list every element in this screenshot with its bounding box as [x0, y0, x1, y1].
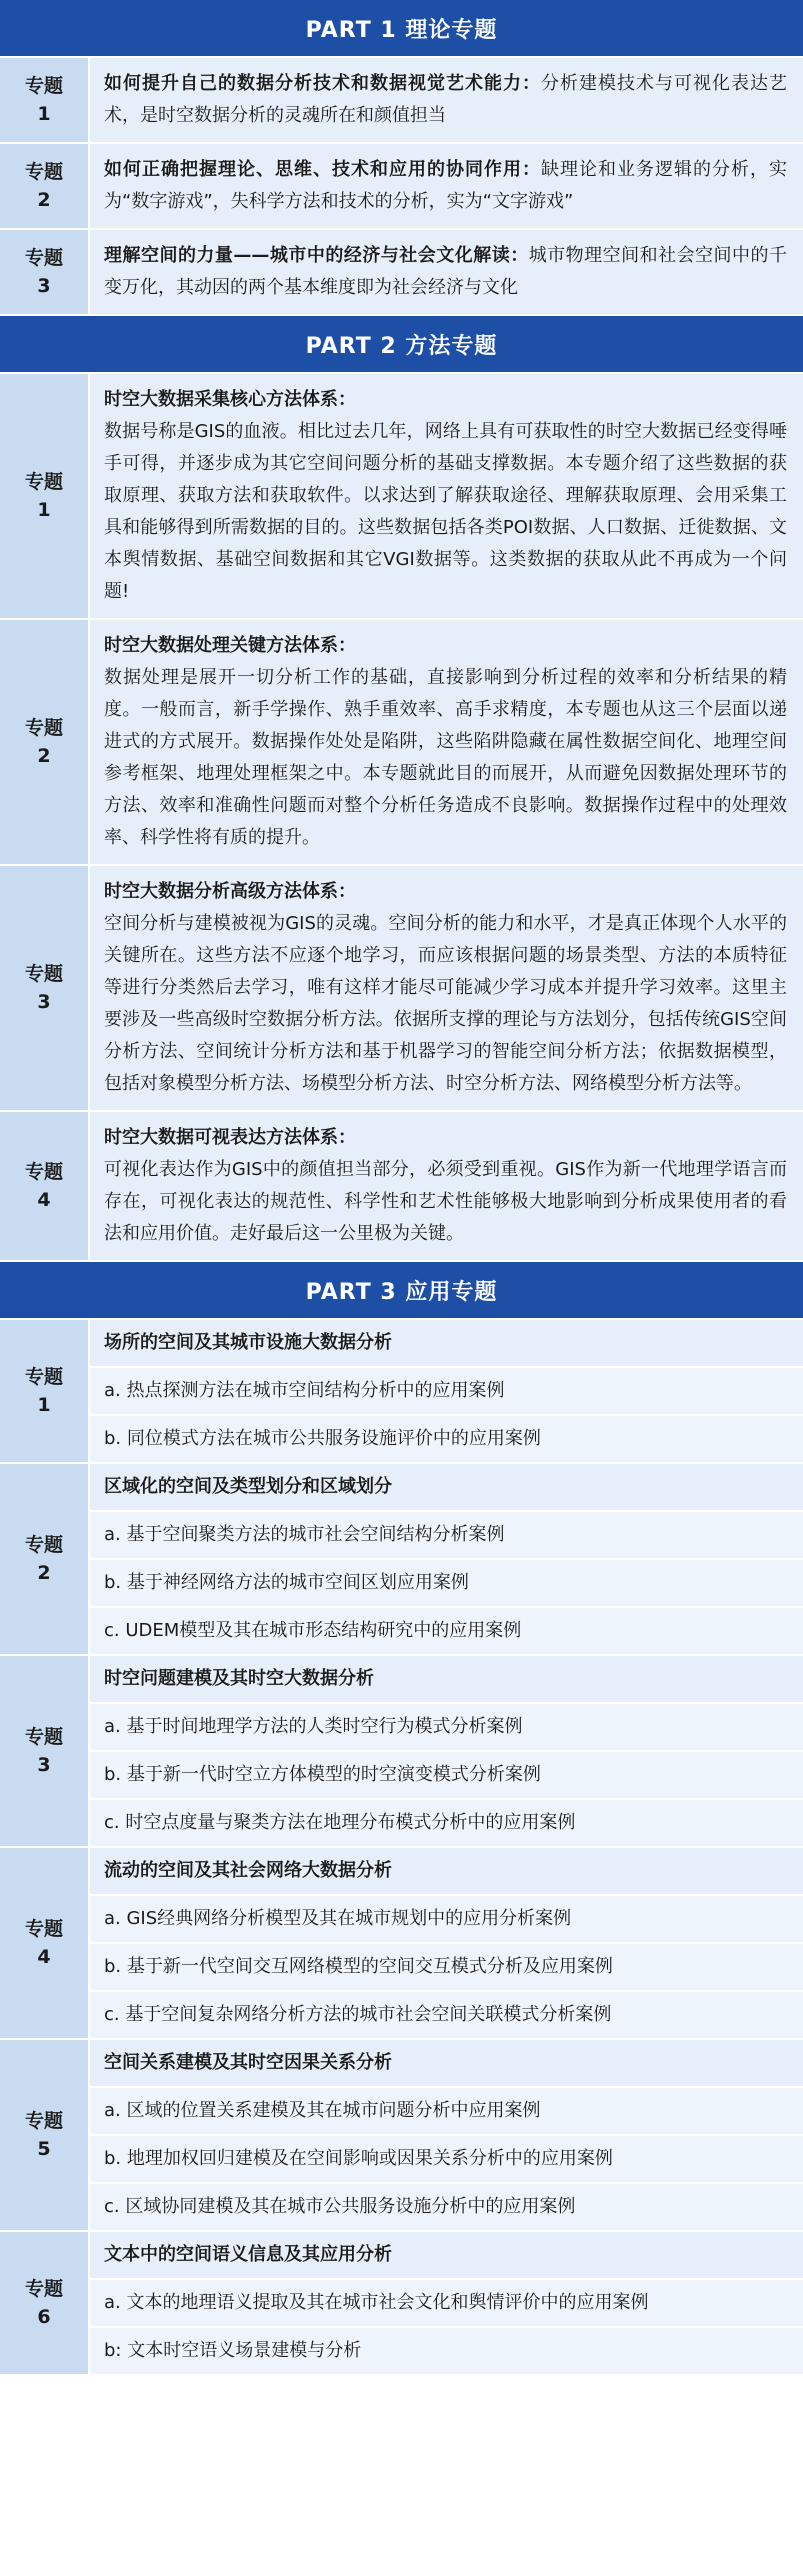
topic-content: [90, 58, 803, 142]
part1-topic-row: [0, 58, 803, 144]
part2-topic-row: [0, 374, 803, 620]
part1-topic-row: [0, 144, 803, 230]
case-item: b. 地理加权回归建模及在空间影响或因果关系分析中的应用案例: [90, 2136, 803, 2184]
topic-label: [0, 866, 90, 1110]
topic-label-number: 3: [37, 275, 51, 297]
topic-title: 时空问题建模及其时空大数据分析: [90, 1656, 803, 1704]
topic-label-number: 2: [37, 1562, 51, 1584]
topic-label-number: 5: [37, 2138, 51, 2160]
topic-body: [90, 1656, 803, 1846]
topic-label-number: 2: [37, 745, 51, 767]
topic-description: 分析建模技术与可视化表达艺术，是时空数据分析的灵魂所在和颜值担当: [104, 73, 787, 126]
case-item: b. 同位模式方法在城市公共服务设施评价中的应用案例: [90, 1416, 803, 1462]
part3-topic-row: [0, 1848, 803, 2040]
topic-title: 如何提升自己的数据分析技术和数据视觉艺术能力：: [104, 73, 541, 94]
case-item: b. 基于新一代时空立方体模型的时空演变模式分析案例: [90, 1752, 803, 1800]
topic-title: 区域化的空间及类型划分和区域划分: [90, 1464, 803, 1512]
case-item: a. GIS经典网络分析模型及其在城市规划中的应用分析案例: [90, 1896, 803, 1944]
topic-label-word: 专题: [24, 1160, 63, 1183]
topic-label-word: 专题: [24, 1533, 63, 1556]
topic-label-word: 专题: [24, 716, 63, 739]
topic-body: [90, 2232, 803, 2374]
topic-content: [90, 620, 803, 864]
part3-topic-row: [0, 1464, 803, 1656]
part3-topic-row: [0, 2232, 803, 2376]
topic-label-word: 专题: [24, 2109, 63, 2132]
topic-label: [0, 1656, 90, 1846]
topic-title: 时空大数据采集核心方法体系：: [104, 389, 356, 410]
part2-topic-row: [0, 620, 803, 866]
topic-label-word: 专题: [24, 470, 63, 493]
topic-description: 空间分析与建模被视为GIS的灵魂。空间分析的能力和水平，才是真正体现个人水平的关键所在。这些方法不应逐个地学习，而应该根据问题的场景类型、方法的本质特征等进行分类然后去学习，唯有这样才能尽可能减少学习成本并提升学习效率。这里主要涉及一些高级时空数据分析方法。依据所支撑的理论与方法划分，包括传统GIS空间分析方法、空间统计分析方法和基于机器学习的智能空间分析方法；依据数据模型，包括对象模型分析方法、场模型分析方法、时空分析方法、网络模型分析方法等。: [104, 913, 787, 1094]
topic-label-number: 4: [37, 1189, 51, 1211]
topic-title: 时空大数据分析高级方法体系：: [104, 881, 356, 902]
topic-body: [90, 2040, 803, 2230]
topic-label: [0, 58, 90, 142]
topic-label: [0, 1464, 90, 1654]
topic-label-word: 专题: [24, 2277, 63, 2300]
case-item: c. 区域协同建模及其在城市公共服务设施分析中的应用案例: [90, 2184, 803, 2230]
topic-description: 数据处理是展开一切分析工作的基础，直接影响到分析过程的效率和分析结果的精度。一般而言，新手学操作、熟手重效率、高手求精度，本专题也从这三个层面以递进式的方式展开。数据操作处处是陷阱，这些陷阱隐藏在属性数据空间化、地理空间参考框架、地理处理框架之中。本专题就此目的而展开，从而避免因数据处理环节的方法、效率和准确性问题而对整个分析任务造成不良影响。数据操作过程中的处理效率、科学性将有质的提升。: [104, 667, 787, 848]
topic-label-word: 专题: [24, 1725, 63, 1748]
topic-label-number: 1: [37, 499, 51, 521]
topic-label-word: 专题: [24, 246, 63, 269]
topic-description: 数据号称是GIS的血液。相比过去几年，网络上具有可获取性的时空大数据已经变得唾手可得，并逐步成为其它空间问题分析的基础支撑数据。本专题介绍了这些数据的获取原理、获取方法和获取软件。以求达到了解获取途径、理解获取原理、会用采集工具和能够得到所需数据的目的。这些数据包括各类POI数据、人口数据、迁徙数据、文本舆情数据、基础空间数据和其它VGI数据等。这类数据的获取从此不再成为一个问题!: [104, 421, 787, 602]
topic-label: [0, 2232, 90, 2374]
topic-label: [0, 374, 90, 618]
part3-section: [0, 1262, 803, 2376]
topic-content: [90, 374, 803, 618]
case-item: a. 热点探测方法在城市空间结构分析中的应用案例: [90, 1368, 803, 1416]
topic-description: 可视化表达作为GIS中的颜值担当部分，必须受到重视。GIS作为新一代地理学语言而存在，可视化表达的规范性、科学性和艺术性能够极大地影响到分析成果使用者的看法和应用价值。走好最后这一公里极为关键。: [104, 1159, 787, 1244]
part2-header: PART 2 方法专题: [0, 316, 803, 374]
case-item: a. 基于时间地理学方法的人类时空行为模式分析案例: [90, 1704, 803, 1752]
topic-title: 时空大数据可视表达方法体系：: [104, 1127, 356, 1148]
part1-header: PART 1 理论专题: [0, 0, 803, 58]
case-item: c. 时空点度量与聚类方法在地理分布模式分析中的应用案例: [90, 1800, 803, 1846]
topic-content: [90, 144, 803, 228]
case-item: a. 基于空间聚类方法的城市社会空间结构分析案例: [90, 1512, 803, 1560]
case-item: b: 文本时空语义场景建模与分析: [90, 2328, 803, 2374]
topic-title: 如何正确把握理论、思维、技术和应用的协同作用：: [104, 159, 541, 180]
part1-topic-row: [0, 230, 803, 316]
topic-body: [90, 1848, 803, 2038]
part3-topic-row: [0, 1320, 803, 1464]
topic-label-word: 专题: [24, 160, 63, 183]
case-item: b. 基于新一代空间交互网络模型的空间交互模式分析及应用案例: [90, 1944, 803, 1992]
topic-title: 理解空间的力量——城市中的经济与社会文化解读：: [104, 245, 529, 266]
topic-label-number: 1: [37, 1394, 51, 1416]
case-item: c. UDEM模型及其在城市形态结构研究中的应用案例: [90, 1608, 803, 1654]
topic-content: [90, 230, 803, 314]
case-item: a. 区域的位置关系建模及其在城市问题分析中应用案例: [90, 2088, 803, 2136]
part3-topic-row: [0, 1656, 803, 1848]
topic-body: [90, 1320, 803, 1462]
topic-label: [0, 1320, 90, 1462]
topic-title: 文本中的空间语义信息及其应用分析: [90, 2232, 803, 2280]
topic-label: [0, 2040, 90, 2230]
topic-body: [90, 1464, 803, 1654]
topic-description: 城市物理空间和社会空间中的千变万化，其动因的两个基本维度即为社会经济与文化: [104, 245, 788, 298]
topic-label: [0, 230, 90, 314]
topic-label-number: 2: [37, 189, 51, 211]
topic-label-number: 6: [37, 2306, 51, 2328]
case-item: a. 文本的地理语义提取及其在城市社会文化和舆情评价中的应用案例: [90, 2280, 803, 2328]
topic-label: [0, 1112, 90, 1260]
topic-label-word: 专题: [24, 1365, 63, 1388]
topic-label-word: 专题: [24, 74, 63, 97]
topic-description: 缺理论和业务逻辑的分析，实为“数字游戏”，失科学方法和技术的分析，实为“文字游戏”: [104, 159, 787, 212]
case-item: b. 基于神经网络方法的城市空间区划应用案例: [90, 1560, 803, 1608]
topic-label-number: 1: [37, 103, 51, 125]
part3-topic-row: [0, 2040, 803, 2232]
topic-label-word: 专题: [24, 1917, 63, 1940]
part3-header: PART 3 应用专题: [0, 1262, 803, 1320]
topic-label-number: 3: [37, 1754, 51, 1776]
part2-section: [0, 316, 803, 1262]
topic-label-number: 3: [37, 991, 51, 1013]
topic-label: [0, 1848, 90, 2038]
topic-content: [90, 866, 803, 1110]
topic-title: 时空大数据处理关键方法体系：: [104, 635, 356, 656]
topic-title: 空间关系建模及其时空因果关系分析: [90, 2040, 803, 2088]
topic-label: [0, 620, 90, 864]
part1-section: [0, 0, 803, 316]
topic-title: 流动的空间及其社会网络大数据分析: [90, 1848, 803, 1896]
case-item: c. 基于空间复杂网络分析方法的城市社会空间关联模式分析案例: [90, 1992, 803, 2038]
topic-content: [90, 1112, 803, 1260]
topic-title: 场所的空间及其城市设施大数据分析: [90, 1320, 803, 1368]
topic-label: [0, 144, 90, 228]
part2-topic-row: [0, 1112, 803, 1262]
part2-topic-row: [0, 866, 803, 1112]
topic-label-word: 专题: [24, 962, 63, 985]
topic-label-number: 4: [37, 1946, 51, 1968]
